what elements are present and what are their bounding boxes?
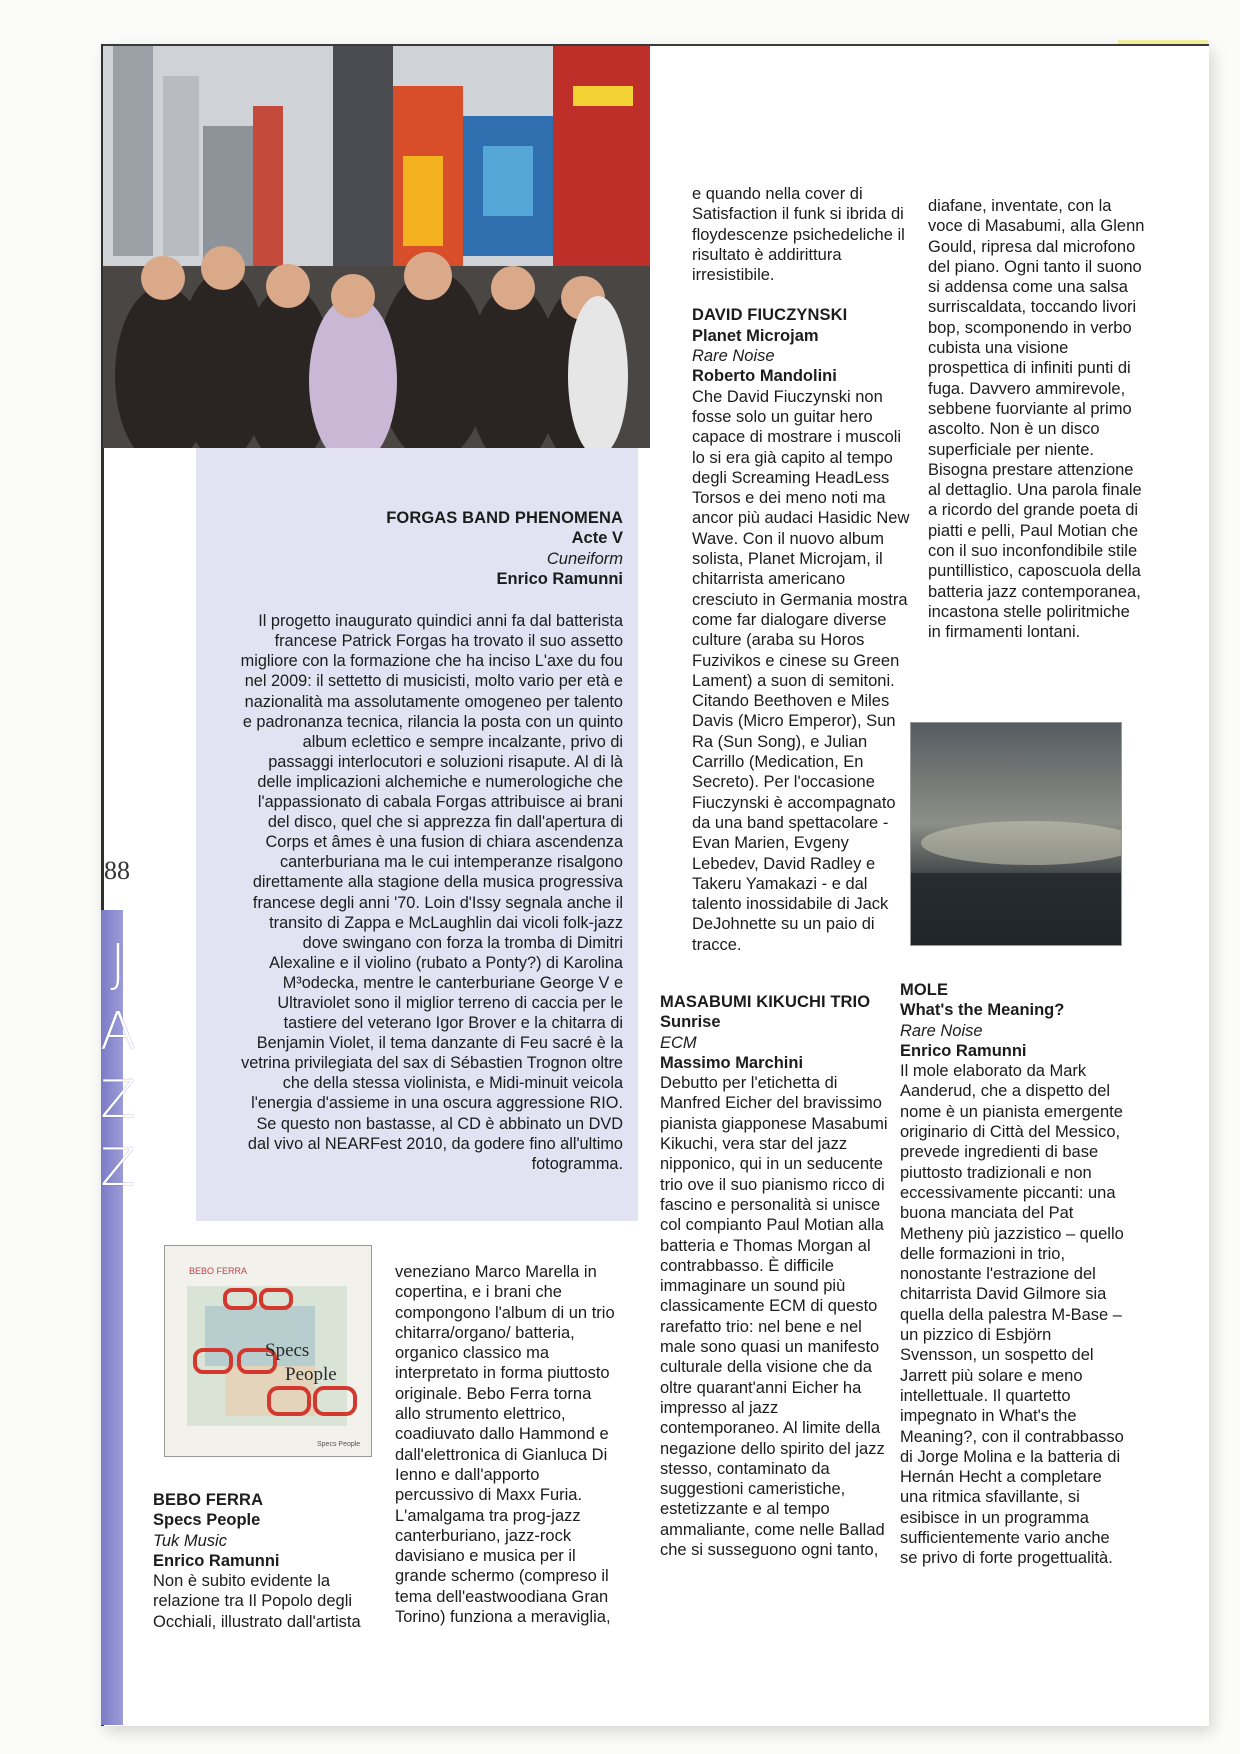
review-artist: BEBO FERRA	[153, 1491, 264, 1509]
review-album: Planet Microjam	[692, 326, 819, 345]
review-author: Roberto Mandolini	[692, 367, 837, 386]
section-letter: Z	[100, 1138, 136, 1198]
section-letter: J	[110, 934, 126, 994]
review-artist: MOLE	[900, 981, 949, 999]
review-body: Che David Fiuczynski non fosse solo un guitar hero capace di mostrare i muscoli lo si era già capito al tempo degli Screaming HeadLess Torsos e dei meno noti ma ancor più audaci Hasidic New Wave. Con il nuovo album solista, Planet Microjam, il chitarrista americano cresciuto in Germania mostra come far dialogare diverse culture (araba su Horos Fuzivikos e cinese su Green Lament) a suon di semitoni. Citando Beethoven e Miles Davis (Micro Emperor), Sun Ra (Sun Song), e Julian Carrillo (Medication, En Secreto). Per l'occasione Fiuczynski è accompagnato da una band spettacolare - Evan Marien, Evgeny Lebedev, David Radley e Takeru Yamakazi - e dal talento inossidabile di Jack DeJohnette su un paio di tracce.	[692, 387, 910, 954]
review-author: Enrico Ramunni	[153, 1551, 280, 1570]
cover-small-title: BEBO FERRA	[189, 1266, 248, 1276]
review-body: Debutto per l'etichetta di Manfred Eicher del bravissimo pianista giapponese Masabumi Kikuchi, vera star del jazz nipponico, qui in un seducente trio ove il suo pianismo ricco di fascino e personalità si unisce col compianto Paul Motian alla batteria e Thomas Morgan al contrabbasso. È difficile immaginare un sound più classicamente ECM di questo rarefatto trio: nel bene e nel male sono quasi un manifesto culturale della visione che da oltre quarant'anni Eicher ha impresso al jazz contemporaneo. Al limite della negazione dello spirito del jazz stesso, contaminato da suggestioni cameristiche, estetizzante e al tempo ammaliante, come nelle Ballad che si susseguono ogni tanto,	[660, 1074, 888, 1560]
cover-title-line-2: People	[285, 1364, 337, 1385]
section-label	[96, 930, 140, 1202]
review-label: Rare Noise	[692, 347, 775, 366]
review-body-continued: diafane, inventate, con la voce di Masabumi, alla Glenn Gould, ripresa dal microfono del piano. Ogni tanto il suono si addensa come una salsa surriscaldata, toccando livori bop, scomponendo in verbo cubista una visione prospettica di infiniti punti di fuga. Davvero ammirevole, sebbene fuorviante al primo ascolto. Non è un disco superficiale per niente. Bisogna prestare attenzione al dettaglio. Una parola finale a ricordo del grande poeta di piatti e pelli, Paul Motian che con il suo inconfondibile stile puntillistico, caposcuola della batteria jazz contemporanea, incastona stelle poliritmiche in firmamenti lontani.	[928, 197, 1145, 642]
review-body-continued: veneziano Marco Marella in copertina, e i brani che compongono l'album di un trio chitarra/organo/ batteria, organico classico ma interpretato in forma piuttosto originale. Bebo Ferra torna allo strumento elettrico, coadiuvato dallo Hammond e dall'elettronica di Gianluca Di Ienno e dall'apporto percussivo di Maxx Furia. L'amalgama tra prog-jazz canterburiano, jazz-rock davisiano e musica per il grande schermo (compreso il tema dell'eastwoodiana Gran Torino) funziona a meraviglia,	[395, 1263, 615, 1627]
review-forgas	[235, 508, 623, 1174]
section-letter: Z	[100, 1070, 136, 1130]
review-body-continued: e quando nella cover di Satisfaction il funk si ibrida di floydescenze psichedeliche il risultato è addirittura irresistibile.	[692, 185, 905, 285]
review-label: Rare Noise	[900, 1021, 983, 1040]
review-kikuchi	[660, 992, 890, 1560]
review-label: Tuk Music	[153, 1531, 227, 1550]
review-author: Enrico Ramunni	[900, 1041, 1027, 1060]
cover-title-line-1: Specs	[265, 1340, 310, 1361]
review-bebo-continued	[395, 1262, 621, 1627]
band-photo	[103, 46, 650, 448]
section-letter: A	[100, 1002, 136, 1062]
review-artist: DAVID FIUCZYNSKI	[692, 306, 848, 325]
review-author: Massimo Marchini	[660, 1053, 804, 1072]
review-body: Il mole elaborato da Mark Aanderud, che a dispetto del nome è un pianista emergente originario di Città del Messico, prevede ingredienti di base piuttosto tradizionali e non eccessivamente piccanti: una buona manciata del Pat Metheny più jazzistico – quello delle formazioni in trio, nonostante l'estrazione del chitarrista David Gilmore sia quella della palestra M-Base – un pizzico di Esbjörn Svensson, un sospetto del Jarrett più solare e meno intellettuale. Il quartetto impegnato in What's the Meaning?, con il contrabbasso di Jorge Molina e la batteria di Hernán Hecht a completare una ritmica sfavillante, si esibisce in un programma sufficientemente vario anche se privo di forte progettualità.	[900, 1062, 1124, 1568]
review-fiuczynski	[692, 184, 910, 955]
album-cover-mole	[910, 722, 1122, 946]
cover-caption: Specs People	[317, 1441, 361, 1448]
review-mole	[900, 980, 1130, 1569]
review-album: What's the Meaning?	[900, 1001, 1065, 1020]
review-label: ECM	[660, 1033, 697, 1052]
review-album: Specs People	[153, 1511, 261, 1530]
page-number: 88	[104, 856, 130, 885]
review-body: Il progetto inaugurato quindici anni fa dal batterista francese Patrick Forgas ha trovato il suo assetto migliore con la formazione che ha inciso L'axe du fou nel 2009: il settetto di musicisti, molto vario per età e nazionalità ma assolutamente omogeneo per talento e padronanza tecnica, rilancia la posta con un quinto album eclettico e sempre incalzante, privo di passaggi interlocutori e soluzioni risapute. Al di là delle implicazioni alchemiche e numerologiche che l'appassionato di cabala Forgas attribuisce ai brani del disco, quel che si apprezza fin dall'apertura di Corps et âmes è una fusion di chiara ascendenza canterburiana ma le cui intemperanze risalgono direttamente alla stagione della musica progressiva francese degli anni '70. Loin d'Issy segnala anche il transito di Zappa e McLaughlin dai vicoli folk-jazz dove swingano con forza la tromba di Dimitri Alexaline e il violino (rubato a Ponty?) di Karolina M³odecka, mentre le canterburiane George V e Ultraviolet sono il miglior terreno di caccia per le tastiere del veterano Igor Brover e la chitarra di Benjamin Violet, il tema danzante di Feu sacré è la vetrina privilegiata del sax di Sébastien Trognon oltre che della stessa violinista, e Midi-minuit veicola l'energia d'assieme in una oscura aggressione RIO. Se questo non bastasse, al CD è abbinato un DVD dal vivo al NEARFest 2010, da godere fino all'ultimo fotogramma.	[240, 612, 623, 1173]
review-bebo	[153, 1490, 379, 1632]
review-album: Sunrise	[660, 1013, 721, 1032]
review-label: Cuneiform	[546, 549, 623, 568]
review-kikuchi-continued	[928, 196, 1146, 643]
review-body: Non è subito evidente la relazione tra Il Popolo degli Occhiali, illustrato dall'artista	[153, 1572, 361, 1631]
review-artist: MASABUMI KIKUCHI TRIO	[660, 993, 871, 1011]
review-album: Acte V	[571, 529, 623, 548]
review-artist: FORGAS BAND PHENOMENA	[386, 509, 623, 527]
album-cover-specs-people	[164, 1245, 372, 1457]
review-author: Enrico Ramunni	[496, 569, 623, 588]
